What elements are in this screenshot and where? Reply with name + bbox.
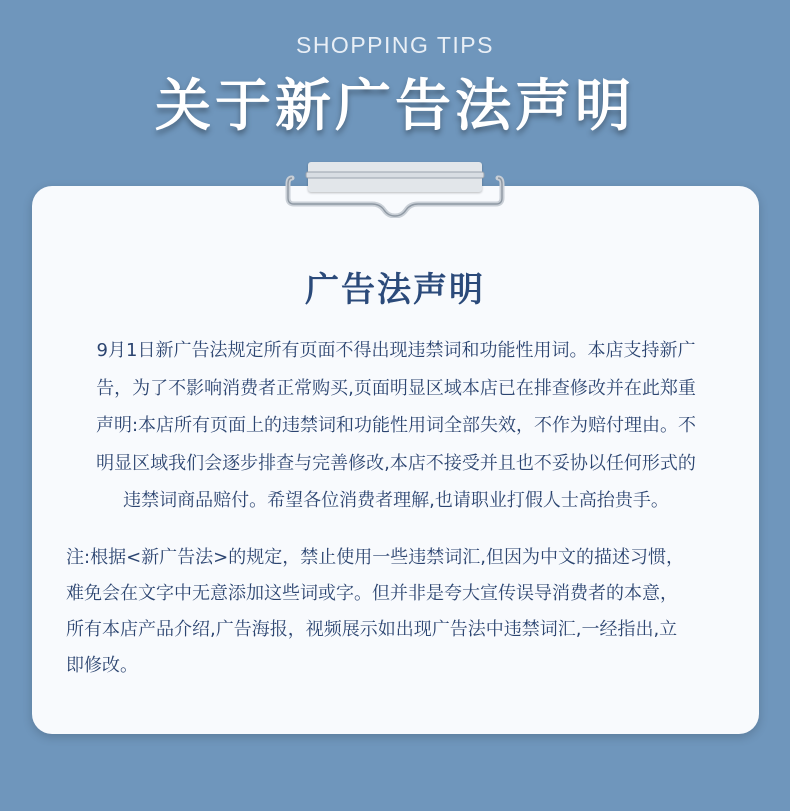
paragraph-line: 明显区域我们会逐步排查与完善修改,本店不接受并且也不妥协以任何形式的 xyxy=(96,452,696,474)
paragraph-line: 9月1日新广告法规定所有页面不得出现违禁词和功能性用词。本店支持新广 xyxy=(96,340,696,361)
card-title: 广告法声明 xyxy=(305,270,485,310)
paragraph-line: 难免会在文字中无意添加这些词或字。但并非是夸大宣传误导消费者的本意， xyxy=(66,583,678,604)
paragraph-line: 所有本店产品介绍,广告海报，视频展示如出现广告法中违禁词汇,一经指出,立 xyxy=(66,619,678,640)
paragraph-line: 告，为了不影响消费者正常购买,页面明显区域本店已在排查修改并在此郑重 xyxy=(96,377,696,399)
clipboard-clip-icon xyxy=(284,164,506,218)
statement-paragraph xyxy=(66,332,726,520)
paragraph-line: 声明:本店所有页面上的违禁词和功能性用词全部失效，不作为赔付理由。不 xyxy=(95,415,697,436)
note-paragraph xyxy=(66,540,746,684)
paragraph-line: 违禁词商品赔付。希望各位消费者理解,也请职业打假人士高抬贵手。 xyxy=(123,490,669,511)
paragraph-line: 注:根据<新广告法>的规定，禁止使用一些违禁词汇,但因为中文的描述习惯， xyxy=(66,547,684,568)
header-eyebrow: SHOPPING TIPS xyxy=(295,32,494,58)
paragraph-line: 即修改。 xyxy=(66,655,138,676)
page-title: 关于新广告法声明 xyxy=(155,74,635,139)
